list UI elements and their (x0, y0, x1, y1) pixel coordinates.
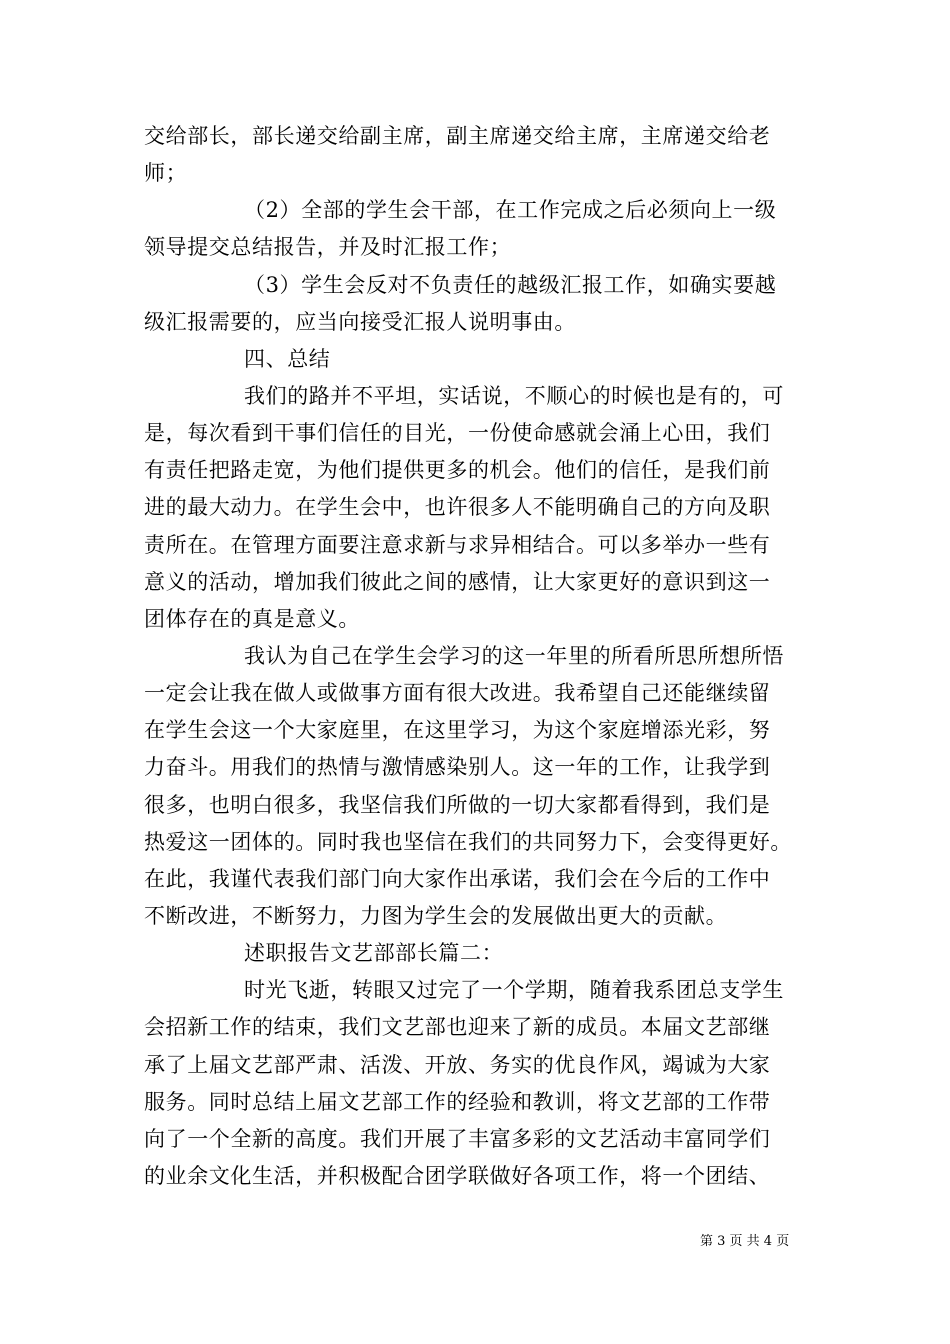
text-line: 承了上届文艺部严肃、活泼、开放、务实的优良作风，竭诚为大家 (144, 1052, 771, 1077)
text-line: 责所在。在管理方面要注意求新与求异相结合。可以多举办一些有 (144, 532, 771, 557)
text-line: 很多，也明白很多，我坚信我们所做的一切大家都看得到，我们是 (144, 792, 771, 817)
text-line: 级汇报需要的，应当向接受汇报人说明事由。 (144, 309, 576, 334)
text-line: 服务。同时总结上届文艺部工作的经验和教训，将文艺部的工作带 (144, 1089, 771, 1114)
text-line: 团体存在的真是意义。 (144, 606, 360, 631)
list-item-2-line: （2）全部的学生会干部，在工作完成之后必须向上一级 (244, 198, 777, 223)
page-number-footer: 第 3 页 共 4 页 (700, 1234, 790, 1249)
text-line: 热爱这一团体的。同时我也坚信在我们的共同努力下，会变得更好。 (144, 829, 792, 854)
text-line: 交给部长，部长递交给副主席，副主席递交给主席，主席递交给老 (144, 124, 771, 148)
text-line: 会招新工作的结束，我们文艺部也迎来了新的成员。本届文艺部继 (144, 1015, 771, 1040)
text-line: 意义的活动，增加我们彼此之间的感情，让大家更好的意识到这一 (144, 569, 771, 594)
text-line: 师； (144, 161, 188, 186)
text-line: 的业余文化生活，并积极配合团学联做好各项工作，将一个团结、 (144, 1163, 771, 1188)
text-line: 在此，我谨代表我们部门向大家作出承诺，我们会在今后的工作中 (144, 866, 771, 891)
document-body (144, 118, 816, 1195)
text-line: 力奋斗。用我们的热情与激情感染别人。这一年的工作，让我学到 (144, 755, 771, 780)
list-item-3-line: （3）学生会反对不负责任的越级汇报工作，如确实要越 (244, 272, 777, 297)
text-line: 在学生会这一个大家庭里，在这里学习，为这个家庭增添光彩，努 (144, 718, 771, 743)
paragraph-start-line: 我们的路并不平坦，实话说，不顺心的时候也是有的，可 (244, 383, 784, 408)
text-line: 有责任把路走宽，为他们提供更多的机会。他们的信任，是我们前 (144, 458, 771, 483)
paragraph-start-line: 时光飞逝，转眼又过完了一个学期，随着我系团总支学生 (244, 978, 784, 1003)
paragraph-start-line: 我认为自己在学生会学习的这一年里的所看所思所想所悟 (244, 643, 784, 668)
text-line: 是，每次看到干事们信任的目光，一份使命感就会涌上心田，我们 (144, 421, 771, 446)
section-heading-summary: 四、总结 (244, 346, 331, 371)
text-line: 进的最大动力。在学生会中，也许很多人不能明确自己的方向及职 (144, 495, 771, 520)
text-line: 一定会让我在做人或做事方面有很大改进。我希望自己还能继续留 (144, 681, 771, 706)
text-line: 向了一个全新的高度。我们开展了丰富多彩的文艺活动丰富同学们 (144, 1126, 771, 1151)
text-line: 不断改进，不断努力，力图为学生会的发展做出更大的贡献。 (144, 903, 728, 928)
section-heading-part-two: 述职报告文艺部部长篇二： (244, 941, 504, 966)
text-line: 领导提交总结报告，并及时汇报工作； (144, 235, 512, 260)
